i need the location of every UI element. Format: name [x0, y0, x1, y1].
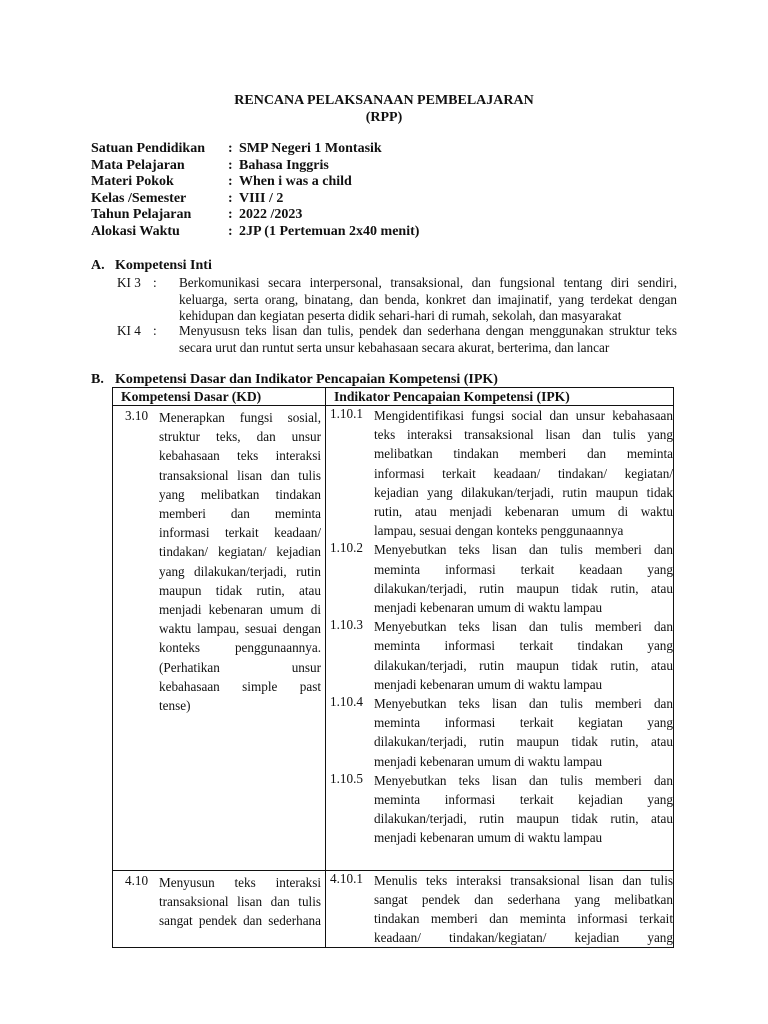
identity-colon: : [228, 157, 233, 173]
ipk-item [326, 617, 673, 694]
ipk-item [326, 871, 673, 948]
section-b-heading [91, 372, 498, 388]
kd-text-line: Menyusun teks interaksi [159, 874, 321, 890]
header-kd: Kompetensi Dasar (KD) [113, 388, 326, 406]
ki-text-line: kehidupan dan kegiatan peserta didik sehari-hari di rumah, sekolah, dan masyarakat [179, 308, 622, 324]
identity-row [91, 174, 419, 191]
ipk-item [326, 540, 673, 617]
ipk-text-line: keadaan/ tindakan/kegiatan/ kejadian yang [374, 930, 673, 946]
ipk-text-line: informasi terkait keadaan/ tindakan/ kegiatan/ [374, 465, 673, 481]
ipk-text-line: dilakukan/terjadi, rutin maupun tidak rutin, atau [374, 734, 673, 750]
ipk-number: 1.10.5 [330, 770, 363, 786]
identity-row [91, 158, 419, 175]
kd-text-line: memberi dan meminta [159, 506, 321, 522]
identity-value: SMP Negeri 1 Montasik [239, 141, 382, 156]
ipk-text-line: dilakukan/terjadi, rutin maupun tidak rutin, atau [374, 580, 673, 596]
ki-text-line: Menyususn teks lisan dan tulis, pendek dan sederhana dengan menggunakan struktur teks [179, 323, 677, 338]
ipk-text-line: meminta informasi terkait keadaan yang [374, 561, 673, 577]
ipk-text-line: melibatkan tindakan memberi dan meminta [374, 446, 673, 462]
table-header-row [113, 388, 674, 406]
identity-value: 2022 /2023 [239, 207, 303, 223]
kd-cell [113, 406, 326, 871]
document-subtitle: (RPP) [365, 110, 403, 125]
section-b-title: Kompetensi Dasar dan Indikator Pencapaian Kompetensi (IPK) [115, 372, 498, 387]
kd-ipk-table [112, 387, 674, 948]
ki-text-line: secara urut dan runtut serta unsur kebahasaan secara akurat, berterima, dan lancar [179, 339, 610, 355]
kd-text [159, 873, 321, 931]
ipk-cell [326, 870, 674, 948]
identity-value: 2JP (1 Pertemuan 2x40 menit) [239, 223, 420, 239]
ipk-text-line: Menulis teks interaksi transaksional lisan dan tulis [374, 872, 673, 888]
identity-colon: : [228, 207, 233, 223]
ipk-text-line: menjadi kebenaran umum di waktu lampau [374, 676, 603, 692]
identity-row [91, 141, 419, 158]
table-row [113, 870, 674, 948]
kd-text-line: waktu lampau, sesuai dengan [159, 621, 321, 637]
ipk-text-line: dilakukan/terjadi, rutin maupun tidak rutin, atau [374, 657, 673, 673]
identity-value: Bahasa Inggris [239, 157, 329, 173]
kd-text-line: sangat pendek dan sederhana [159, 913, 321, 929]
kd-text-line: transaksional lisan dan tulis [159, 467, 321, 483]
identity-row [91, 207, 419, 224]
ipk-text-line: Menyebutkan teks lisan dan tulis memberi dan [374, 772, 673, 788]
kd-text-line: kebahasaan teks interaksi [159, 448, 321, 464]
document-title: RENCANA PELAKSANAAN PEMBELAJARAN [234, 93, 534, 108]
ipk-text-line: Mengidentifikasi fungsi social dan unsur kebahasaan [374, 408, 673, 423]
ipk-text-line: meminta informasi terkait kejadian yang [374, 792, 673, 808]
section-a-letter: A. [91, 258, 105, 273]
kd-number: 4.10 [125, 872, 149, 888]
ipk-text [374, 771, 673, 848]
identity-label: Materi Pokok [91, 174, 174, 190]
ipk-text [374, 694, 673, 771]
kd-text [159, 408, 321, 715]
ipk-text-line: lampau, sesuai dengan konteks penggunaannya [374, 523, 624, 539]
kd-cell [113, 870, 326, 948]
ki-item [117, 275, 677, 325]
ki-text [179, 275, 677, 325]
identity-colon: : [228, 223, 233, 239]
kd-content [113, 406, 325, 721]
ipk-text [374, 540, 673, 617]
ipk-text-line: meminta informasi terkait kegiatan yang [374, 715, 673, 731]
identity-value: VIII / 2 [239, 190, 284, 206]
ipk-text-line: menjadi kebenaran umum di waktu lampau [374, 830, 603, 846]
ipk-text-line: Menyebutkan teks lisan dan tulis memberi dan [374, 619, 673, 635]
ipk-text-line: tindakan memberi dan meminta informasi terkait [374, 911, 673, 927]
ipk-text [374, 871, 673, 948]
identity-label: Mata Pelajaran [91, 157, 185, 173]
identity-label: Kelas /Semester [91, 190, 187, 206]
kd-text-line: informasi terkait keadaan/ [159, 525, 321, 541]
table-row [113, 406, 674, 871]
kd-text-line: tindakan/ kegiatan/ kejadian [159, 544, 321, 560]
ipk-text [374, 617, 673, 694]
ipk-number: 1.10.1 [330, 406, 363, 421]
ipk-text-line: meminta informasi terkait tindakan yang [374, 638, 673, 654]
section-a-heading [91, 258, 212, 274]
header-ipk: Indikator Pencapaian Kompetensi (IPK) [326, 388, 674, 406]
ipk-text [374, 406, 673, 540]
ki-colon: : [153, 275, 157, 290]
ipk-number: 4.10.1 [330, 870, 363, 886]
identity-block [91, 141, 419, 241]
section-a-title: Kompetensi Inti [115, 258, 212, 273]
ki-code: KI 4 [117, 323, 141, 338]
ipk-text-line: menjadi kebenaran umum di waktu lampau [374, 753, 603, 769]
ipk-text-line: sangat pendek dan sederhana yang melibatkan [374, 891, 673, 907]
identity-label: Alokasi Waktu [91, 223, 180, 239]
ipk-text-line: menjadi kebenaran umum di waktu lampau [374, 600, 603, 616]
ki-text [179, 323, 677, 356]
ipk-text-line: rutin, atau menjadi kebenaran umum di waktu [374, 504, 673, 520]
identity-value: When i was a child [239, 174, 352, 190]
ipk-item [326, 771, 673, 848]
identity-colon: : [228, 141, 233, 156]
ipk-number: 1.10.4 [330, 694, 363, 710]
ipk-text-line: Menyebutkan teks lisan dan tulis memberi dan [374, 696, 673, 712]
identity-colon: : [228, 190, 233, 206]
identity-colon: : [228, 174, 233, 190]
ki-colon: : [153, 323, 157, 338]
ki-item [117, 323, 677, 356]
ki-code: KI 3 [117, 275, 141, 290]
ipk-item [326, 694, 673, 771]
kd-number: 3.10 [125, 408, 149, 423]
ipk-text-line: Menyebutkan teks lisan dan tulis memberi dan [374, 542, 673, 558]
identity-label: Satuan Pendidikan [91, 141, 205, 156]
kd-text-line: (Perhatikan unsur [159, 659, 321, 675]
kd-text-line: Menerapkan fungsi sosial, [159, 410, 321, 425]
kd-text-line: struktur teks, dan unsur [159, 429, 321, 445]
ipk-text-line: kejadian yang dilakukan/terjadi, rutin maupun tidak [374, 484, 673, 500]
section-b-letter: B. [91, 372, 104, 387]
ipk-text-line: teks interaksi transaksional lisan dan tulis yang [374, 427, 673, 443]
identity-row [91, 191, 419, 208]
kd-text-line: transaksional lisan dan tulis [159, 893, 321, 909]
ki-text-line: Berkomunikasi secara interpersonal, transaksional, dan fungsional tentang diri sendiri, [179, 275, 677, 290]
kd-text-line: tense) [159, 698, 191, 714]
ipk-text-line: dilakukan/terjadi, rutin maupun tidak rutin, atau [374, 811, 673, 827]
ki-text-line: keluarga, serta orang, binatang, dan benda, konkret dan imajinatif, yang terdekat dengan [179, 291, 677, 307]
kd-text-line: kebahasaan simple past [159, 678, 321, 694]
kd-content [113, 871, 325, 937]
ipk-item [326, 406, 673, 540]
ipk-number: 1.10.3 [330, 617, 363, 633]
kd-text-line: yang melibatkan tindakan [159, 486, 321, 502]
kd-text-line: konteks penggunaannya. [159, 640, 321, 656]
kd-text-line: yang dilakukan/terjadi, rutin [159, 563, 321, 579]
identity-row [91, 224, 419, 241]
kd-text-line: maupun tidak rutin, atau [159, 582, 321, 598]
ipk-cell [326, 406, 674, 871]
kd-text-line: menjadi kebenaran umum di [159, 602, 321, 618]
ipk-number: 1.10.2 [330, 540, 363, 556]
identity-label: Tahun Pelajaran [91, 207, 192, 223]
